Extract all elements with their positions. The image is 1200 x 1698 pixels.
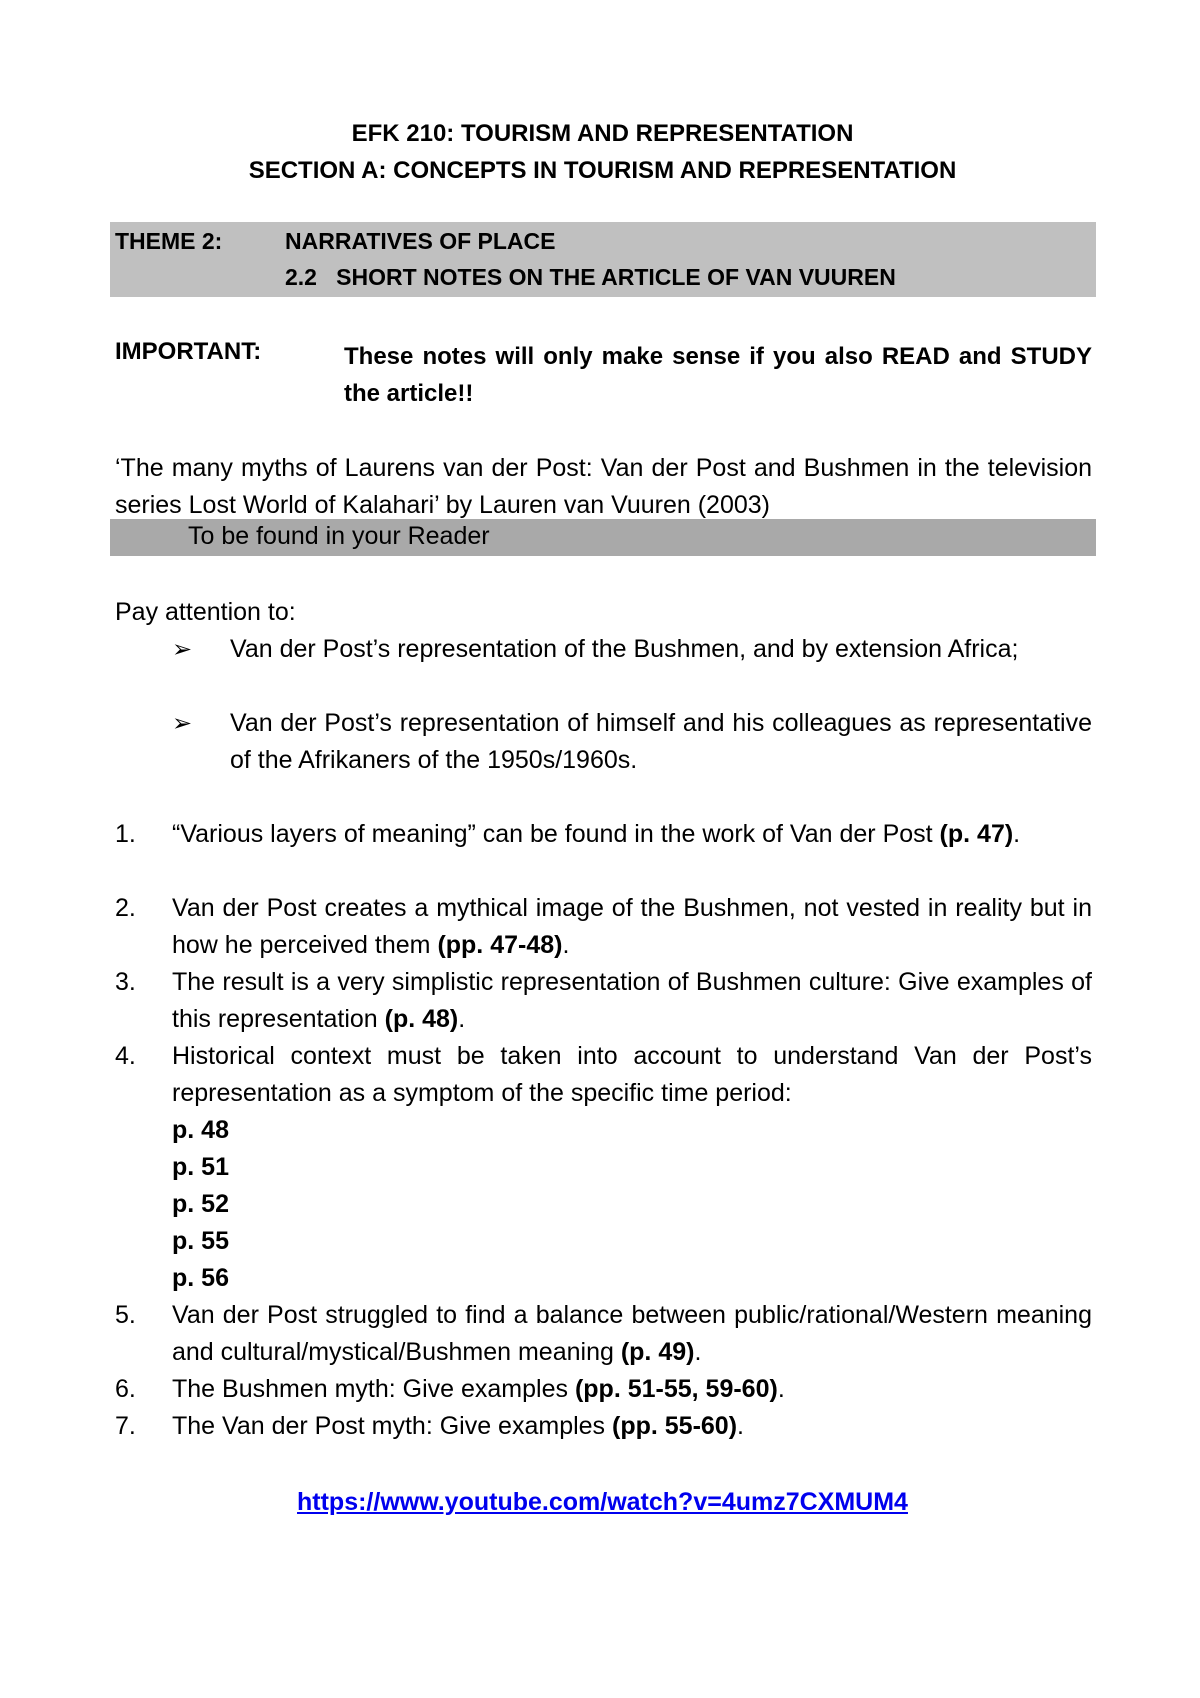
page-reference: (pp. 47-48) [437,931,563,959]
note-text: The Van der Post myth: Give examples [172,1412,613,1440]
attention-heading: Pay attention to: [115,598,296,626]
youtube-link[interactable]: https://www.youtube.com/watch?v=4umz7CXMUM4 [297,1488,908,1516]
page-list [172,1112,229,1297]
page-reference: p. 52 [172,1190,229,1218]
note-number: 2. [115,894,136,922]
note-text: The result is a very simplistic representation of Bushmen culture: Give examples of this representation [172,968,1092,1033]
note-end: . [737,1412,744,1440]
document-title: EFK 210: TOURISM AND REPRESENTATION [351,120,854,147]
page-reference: (p. 47) [939,820,1014,848]
note-number: 6. [115,1375,136,1403]
reader-note: To be found in your Reader [188,522,490,550]
note-number: 5. [115,1301,136,1329]
note-number: 4. [115,1042,136,1070]
page-reference: (p. 48) [384,1005,459,1033]
page-reference: p. 55 [172,1227,229,1255]
bullet-item: Van der Post’s representation of himself and his colleagues as representative of the Afrikaners of the 1950s/1960s. [230,709,1092,774]
note-text: The Bushmen myth: Give examples [172,1375,575,1403]
note-item: Historical context must be taken into account to understand Van der Post’s representation as a symptom of the specific time period: [172,1042,1092,1107]
note-end: . [1013,820,1021,848]
page-reference: (p. 49) [620,1338,695,1366]
note-text: Van der Post struggled to find a balance between public/rational/Western meaning and cultural/mystical/Bushmen meaning [172,1301,1092,1366]
article-citation: ‘The many myths of Laurens van der Post: Van der Post and Bushmen in the television series Lost World of Kalahari’ by Lauren van Vuuren (2003) [115,454,1092,519]
note-item [172,816,1092,853]
bullet-item: Van der Post’s representation of the Bushmen, and by extension Africa; [230,635,1019,663]
page-reference: p. 56 [172,1264,229,1292]
note-end: . [562,931,570,959]
note-end: . [777,1375,785,1403]
theme-subtitle-number: 2.2 [285,264,317,290]
note-item [172,964,1092,1038]
note-item [172,890,1092,964]
note-number: 3. [115,968,136,996]
bullet-arrow-icon: ➢ [172,636,193,663]
bullet-arrow-icon: ➢ [172,710,193,737]
note-end: . [458,1005,466,1033]
note-text: “Various layers of meaning” can be found in the work of Van der Post [172,820,940,848]
note-end: . [694,1338,702,1366]
section-title: SECTION A: CONCEPTS IN TOURISM AND REPRESENTATION [248,157,957,184]
note-number: 7. [115,1412,136,1440]
important-text: These notes will only make sense if you also READ and STUDY the article!! [344,343,1092,407]
theme-label: THEME 2: [115,228,223,254]
page-reference: (pp. 55-60) [612,1412,738,1440]
page-reference: p. 51 [172,1153,229,1181]
important-label: IMPORTANT: [115,338,262,365]
note-item [172,1408,1092,1445]
page-reference: p. 48 [172,1116,229,1144]
theme-subtitle-text: SHORT NOTES ON THE ARTICLE OF VAN VUUREN [336,264,896,290]
page-reference: (pp. 51-55, 59-60) [574,1375,778,1403]
note-item [172,1297,1092,1371]
theme-title: NARRATIVES OF PLACE [285,228,556,254]
note-item [172,1371,1092,1408]
note-number: 1. [115,820,136,848]
theme-subtitle [285,264,896,291]
note-text: Van der Post creates a mythical image of the Bushmen, not vested in reality but in how he perceived them [172,894,1092,959]
